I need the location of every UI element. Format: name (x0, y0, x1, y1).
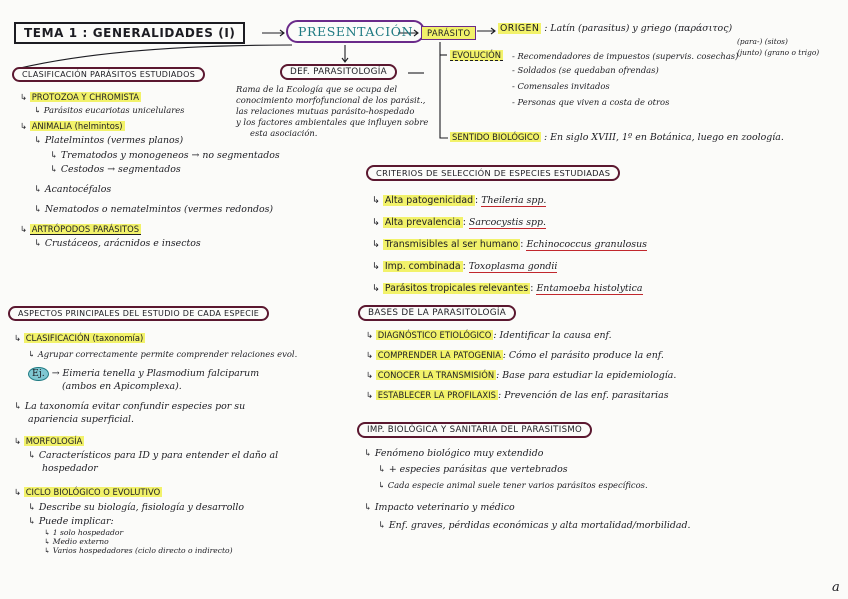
evolucion-list (512, 51, 738, 111)
evolucion-label (450, 50, 503, 60)
criterio-value: Entamoeba histolytica (536, 283, 643, 294)
base-key: ESTABLECER LA PROFILAXIS (377, 390, 496, 400)
criterios-list: ↳ Alta patogenicidad : Theileria spp. ↳ Alta prevalencia : Sarcocystis spp. ↳ Transmisibles al ser humano : Echinococcus granulosus ↳ Imp. combinada : Toxoplasma gondii ↳ Parásitos tropicales relevantes : Entamoeba histolytica (372, 195, 647, 294)
criterio-key: Alta prevalencia (384, 217, 461, 228)
base-value: : Cómo el parásito produce la enf. (502, 350, 664, 361)
ciclo-line-4: Medio externo (52, 537, 109, 546)
sentido-text: : En siglo XVIII, 1º en Botánica, luego en zoología. (544, 132, 784, 143)
evolucion-label-text: EVOLUCIÓN (452, 50, 502, 60)
ejemplo-text-2: (ambos en Apicomplexa). (62, 381, 182, 392)
clasificacion-taxonomia: CLASIFICACIÓN (taxonomía) (25, 333, 144, 343)
page-corner-mark: a (832, 580, 840, 595)
evolucion-item: - Comensales invitados (512, 81, 610, 91)
def-label: DEF. PARASITOLOGÍA (290, 67, 387, 77)
origen-gloss: (para-) (sitos) (737, 37, 788, 46)
page-title-text: TEMA 1 : GENERALIDADES (I) (24, 26, 236, 40)
imp-label: IMP. BIOLÓGICA Y SANITARIA DEL PARASITISMO (367, 425, 583, 435)
evolucion-item: - Personas que viven a costa de otros (512, 97, 670, 107)
def-line: esta asociación. (250, 128, 318, 138)
criterio-value: Sarcocystis spp. (468, 217, 546, 228)
bases-label: BASES DE LA PARASITOLOGÍA (368, 308, 507, 318)
ciclo-line-3: 1 solo hospedador (52, 528, 124, 537)
trematodos: Trematodos y monogeneos → no segmentados (60, 150, 280, 161)
criterio-key: Alta patogenicidad (384, 195, 474, 206)
protozoa-sub: Parásitos eucariotas unicelulares (43, 105, 185, 115)
page-title (14, 22, 245, 44)
sentido-line (450, 132, 784, 144)
artropodos-label: ARTRÓPODOS PARÁSITOS (31, 224, 140, 234)
criterio-value: Echinococcus granulosus (526, 239, 647, 250)
clasificacion-box (12, 67, 205, 82)
taxonomia-line-1: La taxonomía evitar confundir especies por su (24, 401, 246, 412)
platelmintos: Platelmintos (vermes planos) (44, 135, 184, 146)
morfologia-label: MORFOLOGÍA (25, 436, 83, 446)
base-key: DIAGNÓSTICO ETIOLÓGICO (377, 330, 492, 340)
taxonomia-line-2: apariencia superficial. (28, 414, 135, 425)
origen-line (498, 23, 732, 35)
morfologia-line-1: Característicos para ID y para entender el daño al (38, 450, 279, 461)
bases-list: ↳ DIAGNÓSTICO ETIOLÓGICO : Identificar la causa enf. ↳ COMPRENDER LA PATOGENIA : Cómo el parásito produce la enf. ↳ CONOCER LA TRANSMISIÓN : Base para estudiar la epidemiología. ↳ ESTABLECER LA PROFILAXIS : Prevención de las enf. parasitarias (366, 330, 677, 401)
artropodos-sub: Crustáceos, arácnidos e insectos (44, 238, 201, 249)
presentacion-label: PRESENTACIÓN (298, 24, 414, 39)
imp-box (357, 422, 592, 438)
cestodos: Cestodos → segmentados (60, 164, 181, 175)
def-line: Rama de la Ecología que se ocupa del (236, 84, 398, 94)
ejemplo-badge: Ej. (28, 367, 49, 381)
clasif-label: CLASIFICACIÓN PARÁSITOS ESTUDIADOS (22, 70, 196, 79)
nematodos: Nematodos o nematelmintos (vermes redondos) (44, 204, 274, 215)
aspectos-box (8, 306, 269, 321)
base-key: COMPRENDER LA PATOGENIA (377, 350, 501, 360)
imp-line-3: Cada especie animal suele tener varios parásitos específicos. (387, 480, 648, 490)
ciclo-label: CICLO BIOLÓGICO O EVOLUTIVO (25, 487, 161, 497)
origen-label: ORIGEN (500, 23, 540, 34)
parasito-label-text: PARÁSITO (427, 28, 471, 38)
imp-line-2: + especies parásitas que vertebrados (388, 464, 568, 475)
criterio-key: Parásitos tropicales relevantes (384, 283, 529, 294)
base-value: : Identificar la causa enf. (493, 330, 612, 341)
origen-gloss-2: (junto) (grano o trigo) (737, 48, 820, 57)
imp-line-5: Enf. graves, pérdidas económicas y alta mortalidad/morbilidad. (388, 520, 691, 531)
imp-tree: ↳ Fenómeno biológico muy extendido ↳ + especies parásitas que vertebrados ↳ Cada especie animal suele tener varios parásitos específicos. ↳ Impacto veterinario y médico ↳ Enf. graves, pérdidas económicas y alta mortalidad/morbilidad. (364, 448, 691, 531)
criterio-value: Toxoplasma gondii (468, 261, 558, 272)
ejemplo-text: → Eimeria tenella y Plasmodium falciparum (51, 368, 260, 379)
morfologia-line-2: hospedador (42, 463, 98, 474)
clasif-tree: ↳ PROTOZOA Y CHROMISTA ↳ Parásitos eucariotas unicelulares ↳ ANIMALIA (helmintos) ↳ Platelmintos (vermes planos) ↳ Trematodos y monogeneos → no segmentados ↳ Cestodos → segmentados ↳ Acantocéfalos ↳ Nematodos o nematelmintos (vermes redondos) ↳ ARTRÓPODOS PARÁSITOS ↳ Crustáceos, arácnidos e insectos (20, 92, 280, 249)
animalia-label: ANIMALIA (helmintos) (31, 121, 123, 131)
ciclo-line-2: Puede implicar: (38, 516, 114, 527)
acantocefalos: Acantocéfalos (44, 184, 112, 195)
def-line: las relaciones mutuas parásito-hospedado (236, 106, 415, 116)
sentido-label: SENTIDO BIOLÓGICO (452, 132, 540, 142)
origen-text: : Latín (parasitus) y griego (παράσιτος) (544, 23, 733, 34)
parasito-label (421, 26, 476, 40)
def-line: y los factores ambientales que influyen sobre (236, 117, 429, 127)
imp-line-1: Fenómeno biológico muy extendido (374, 448, 544, 459)
evolucion-item: - Soldados (se quedaban ofrendas) (512, 65, 659, 75)
criterios-label: CRITERIOS DE SELECCIÓN DE ESPECIES ESTUDIADAS (376, 168, 611, 178)
base-value: : Base para estudiar la epidemiología. (496, 370, 677, 381)
ciclo-line-5: Varios hospedadores (ciclo directo o indirecto) (52, 546, 233, 555)
agrupar-text: Agrupar correctamente permite comprender relaciones evol. (37, 349, 298, 359)
criterio-key: Transmisibles al ser humano (384, 239, 519, 250)
ciclo-line-1: Describe su biología, fisiología y desarrollo (38, 502, 245, 513)
presentacion-box (286, 20, 425, 43)
base-value: : Prevención de las enf. parasitarias (497, 390, 669, 401)
imp-line-4: Impacto veterinario y médico (374, 502, 515, 513)
criterio-value: Theileria spp. (481, 195, 547, 206)
bases-box (358, 305, 516, 321)
protozoa-label: PROTOZOA Y CHROMISTA (31, 92, 139, 102)
aspectos-label: ASPECTOS PRINCIPALES DEL ESTUDIO DE CADA ESPECIE (18, 309, 260, 318)
def-parasitologia-box (280, 64, 397, 80)
base-key: CONOCER LA TRANSMISIÓN (377, 370, 495, 380)
aspectos-tree: ↳ CLASIFICACIÓN (taxonomía) ↳ Agrupar correctamente permite comprender relaciones evol. Ej. → Eimeria tenella y Plasmodium falciparum (ambos en Apicomplexa). ↳ La taxonomía evitar confundir especies por su apariencia superficial. ↳ MORFOLOGÍA ↳ Característicos para ID y para entender el daño al hospedador ↳ CICLO BIOLÓGICO O EVOLUTIVO ↳ Describe su biología, fisiología y desarrollo ↳ Puede implicar: ↳ 1 solo hospedador ↳ Medio externo ↳ Varios hospedadores (ciclo directo o indirecto) (14, 333, 298, 555)
evolucion-item: - Recomendadores de impuestos (supervis. cosechas) (512, 51, 739, 61)
criterio-key: Imp. combinada (384, 261, 461, 272)
criterios-box (366, 165, 620, 181)
def-line: conocimiento morfofuncional de los parásit., (236, 95, 426, 105)
